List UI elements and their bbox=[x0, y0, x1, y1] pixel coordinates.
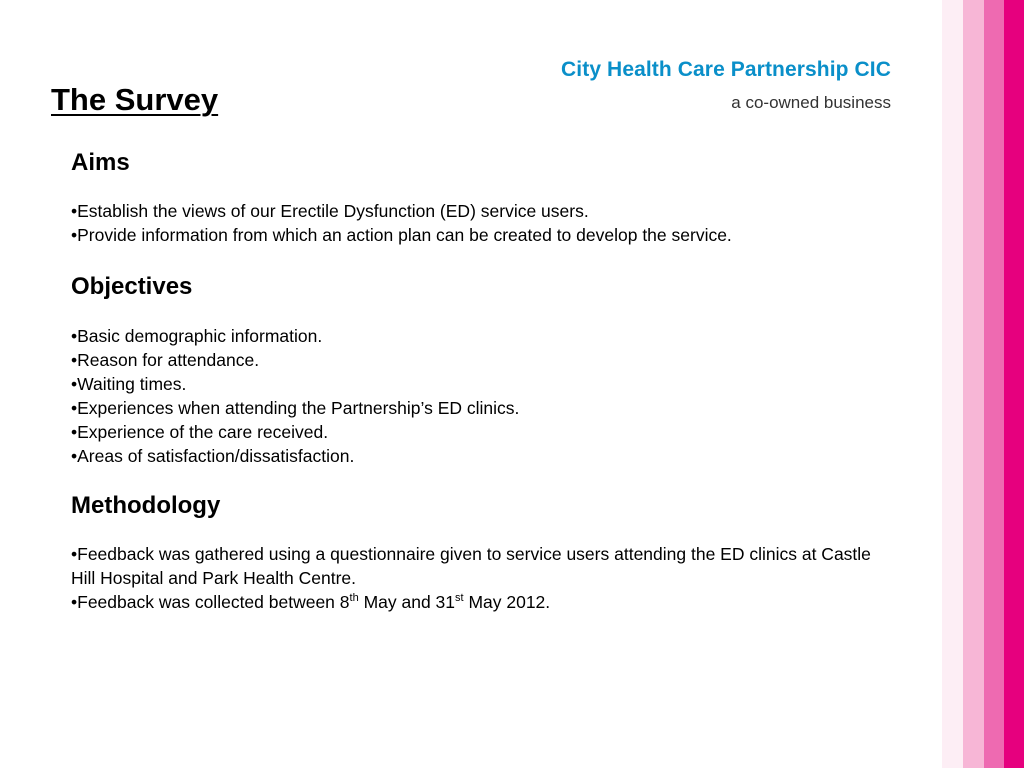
list-item: •Provide information from which an action plan can be created to develop the service. bbox=[71, 225, 732, 245]
stripe bbox=[942, 0, 963, 768]
stripe bbox=[1004, 0, 1024, 768]
slide-content bbox=[71, 146, 891, 614]
decorative-stripes bbox=[942, 0, 1024, 768]
list-item: •Experiences when attending the Partnership’s ED clinics. bbox=[71, 398, 520, 418]
list-item: •Basic demographic information. bbox=[71, 326, 323, 346]
section-methodology bbox=[71, 489, 891, 614]
list-item: •Areas of satisfaction/dissatisfaction. bbox=[71, 446, 355, 466]
ordinal-suffix: st bbox=[455, 592, 464, 605]
section-objectives bbox=[71, 270, 891, 468]
aims-list bbox=[71, 199, 891, 247]
objectives-list bbox=[71, 324, 891, 468]
list-item bbox=[71, 590, 891, 614]
collection-text-suffix: May 2012. bbox=[463, 592, 551, 612]
collection-text-middle: May and 31 bbox=[358, 592, 456, 612]
brand-name: City Health Care Partnership CIC bbox=[561, 58, 891, 81]
stripe bbox=[984, 0, 1004, 768]
methodology-list bbox=[71, 542, 891, 614]
section-heading-methodology: Methodology bbox=[71, 492, 221, 519]
collection-text-prefix: •Feedback was collected between 8 bbox=[71, 592, 350, 612]
list-item: •Experience of the care received. bbox=[71, 422, 329, 442]
brand-tagline: a co-owned business bbox=[731, 93, 891, 112]
stripe bbox=[963, 0, 984, 768]
section-heading-objectives: Objectives bbox=[71, 273, 193, 300]
section-aims bbox=[71, 146, 891, 247]
list-item: •Reason for attendance. bbox=[71, 350, 260, 370]
section-heading-aims: Aims bbox=[71, 149, 130, 176]
page-title: The Survey bbox=[51, 82, 219, 117]
ordinal-suffix: th bbox=[349, 592, 359, 605]
list-item: •Feedback was gathered using a questionnaire given to service users attending the ED clinics at Castle Hill Hospital and Park Health Centre. bbox=[71, 544, 871, 588]
brand-logo bbox=[561, 56, 891, 116]
list-item: •Establish the views of our Erectile Dysfunction (ED) service users. bbox=[71, 201, 589, 221]
list-item: •Waiting times. bbox=[71, 374, 187, 394]
